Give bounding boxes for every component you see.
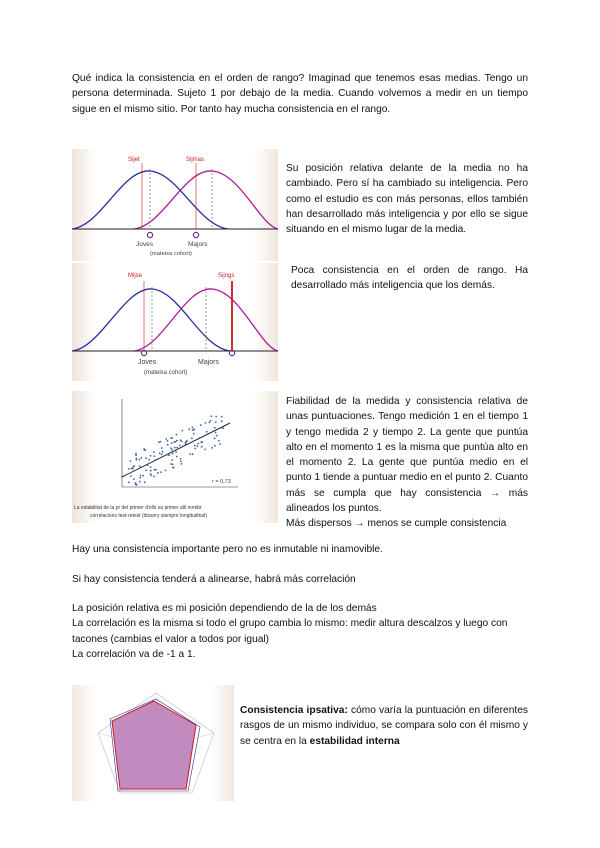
scatter-point [176,434,178,436]
scatter-point [132,466,134,468]
correlation-range-line: La correlación va de -1 a 1. [72,648,196,660]
fig1-top-right: Sijmas [186,157,205,163]
scatter-point [176,447,178,449]
scatter-point [145,457,147,459]
scatter-point [140,457,142,459]
blue-curve [72,171,228,229]
ipsative-body: cómo varía la puntuación en diferentes rasgos de un mismo individuo, se compara solo con él mismo y se centra en la [240,705,528,747]
scatter-point [194,448,196,450]
scatter-point [216,435,218,437]
radar-shape [112,701,196,789]
scatter-point [171,459,173,461]
scatter-point [176,456,178,458]
scatter-point [153,455,155,457]
scatter-point [215,432,217,434]
scatter-point [155,459,157,461]
scatter-point [143,448,145,450]
scatter-point [153,451,155,453]
text-position-unchanged: Su posición relativa delante de la media no ha cambiado. Pero sí ha cambiado su inteligencia. Pero como el estudio es con más personas, ellos también han desarrollado más inteligencia y por ello se sigue situando en el mismo lugar de la media. [286,163,528,236]
ipsative-emphasis: estabilidad interna [309,735,400,747]
scatter-point [215,416,217,418]
scatter-point [172,453,174,455]
scatter-point [167,454,169,456]
scatter-point [135,482,137,484]
scatter-point [167,444,169,446]
text-reliability-dispersed: Más dispersos → menos se cumple consistencia [286,518,507,530]
figure-radar-ipsative [72,685,234,801]
scatter-point [130,460,132,462]
scatter-point [186,440,188,442]
scatter-point [171,449,173,451]
scatter-point [170,452,172,454]
scatter-point [175,441,177,443]
scatter-point [165,438,167,440]
scatter-point [201,446,203,448]
scatter-point [180,461,182,463]
scatter-point [136,459,138,461]
scatter-point [161,447,163,449]
paragraph-consistency-not-immutable: Hay una consistencia importante pero no es inmutable ni inamovible. [72,544,383,555]
scatter-point [191,437,193,439]
scatter-point [193,433,195,435]
text-reliability-main: Fiabilidad de la medida y consistencia relativa de unas puntuaciones. Tengo medición 1 en el tiempo 1 y tengo medida 2 y tiempo 2. La gente que puntúa alto en el momento 1 es la misma que puntúa alto en el momento 2. La gente que puntúa medio en el punto 1 tiende a puntuar medio en el punto 2. Cuanto más se cumpla que hay consistencia → más alineados los puntos. [286,396,528,515]
scatter-point [189,453,191,455]
scatter-point [139,477,141,479]
scatter-point [128,481,130,483]
scatter-point [221,427,223,429]
marker-left [147,232,152,237]
scatter-point [154,469,156,471]
scatter-point [144,481,146,483]
scatter-point [170,447,172,449]
scatter-point [221,416,223,418]
scatter-point [165,470,167,472]
scatter-point [140,475,142,477]
fig3-caption-2: correlacions test-retest (dissery siempre longitudinal) [90,513,207,519]
scatter-point [167,440,169,442]
scatter-point [219,443,221,445]
scatter-point [128,468,130,470]
fig2-label-right: Majors [198,359,220,366]
fig1-label-right: Majors [188,241,208,248]
fig3-caption-1: La estabilitat de la pr del primer d'ells va primer alli nombr [74,505,202,511]
scatter-point [136,484,138,486]
scatter-point [142,475,144,477]
scatter-point [170,463,172,465]
scatter-point [194,445,196,447]
scatter-point [181,463,183,465]
scatter-point [188,429,190,431]
scatter-point [192,427,194,429]
relative-position-line: La posición relativa es mi posición dependiendo de la de los demás [72,603,377,614]
scatter-point [211,447,213,449]
scatter-point [185,443,187,445]
scatter-point [214,437,216,439]
scatter-point [196,445,198,447]
scatter-point [170,437,172,439]
scatter-point [176,440,178,442]
scatter-point [145,469,147,471]
fig2-top-right: Sijngs [218,273,235,279]
scatter-point [138,459,140,461]
scatter-point [192,453,194,455]
paragraph-relative-position [72,601,528,662]
scatter-point [172,463,174,465]
scatter-point [162,451,164,453]
scatter-point [160,441,162,443]
scatter-point [174,447,176,449]
scatter-point [175,451,177,453]
fig1-top-left: Sijet [128,157,140,163]
scatter-point [199,437,201,439]
scatter-point [135,453,137,455]
scatter-point [214,427,216,429]
figure-scatter-test-retest [72,391,278,523]
scatter-point [139,481,141,483]
scatter-point [204,449,206,451]
scatter-point [193,429,195,431]
scatter-point [150,473,152,475]
scatter-point [150,466,152,468]
scatter-point [182,445,184,447]
scatter-point [210,420,212,422]
scatter-point [131,468,133,470]
correlation-same-line: La correlación es la misma si todo el grupo cambia lo mismo: medir altura descalzos y luego con tacones (cambias el valor a todos por igual) [72,618,508,645]
ipsative-consistency-paragraph [240,703,528,749]
scatter-point [148,459,150,461]
scatter-point [153,476,155,478]
figure-bell-curves-consistent [72,149,278,261]
scatter-point [214,445,216,447]
marker-right [193,232,198,237]
paragraph-alignment: Si hay consistencia tenderá a alinearse, habrá más correlación [72,574,356,585]
fig1-caption: (mateixa cohort) [150,251,192,257]
fig1-label-left: Joves [136,241,153,248]
scatter-point [135,454,137,456]
scatter-point [181,430,183,432]
scatter-point [218,440,220,442]
scatter-point [209,422,211,424]
scatter-point [197,443,199,445]
scatter-point [221,420,223,422]
scatter-point [159,452,161,454]
scatter-point [173,467,175,469]
scatter-point [180,458,182,460]
r-label: r = 0,73 [212,479,231,485]
scatter-point [150,470,152,472]
scatter-point [168,454,170,456]
figure-bell-curves-inconsistent [72,263,278,381]
fig2-top-left: Mijse [128,273,143,279]
scatter-point [171,442,173,444]
scatter-point [200,441,202,443]
scatter-point [192,441,194,443]
scatter-point [179,445,181,447]
scatter-point [206,431,208,433]
scatter-point [180,439,182,441]
ipsative-title: Consistencia ipsativa: [240,705,348,716]
scatter-point [211,415,213,417]
fig2-caption: (mateixa cohort) [144,370,188,376]
scatter-point [157,472,159,474]
fig2-label-left: Joves [138,359,157,366]
scatter-point [205,422,207,424]
scatter-point [139,465,141,467]
intro-paragraph: Qué indica la consistencia en el orden de rango? Imaginad que tenemos esas medias. Tengo un persona determinada. Sujeto 1 por debajo de la media. Cuando volvemos a medir en un tiempo sigue en el mismo sitio. Por tanto hay mucha consistencia en el rango. [72,73,528,115]
regression-line [122,423,230,477]
scatter-point [200,424,202,426]
purple-curve [134,171,278,229]
scatter-point [133,478,135,480]
scatter-point [147,464,149,466]
scatter-point [161,453,163,455]
scatter-point [160,471,162,473]
scatter-point [192,429,194,431]
scatter-point [130,475,132,477]
text-low-rank-consistency: Poca consistencia en el orden de rango. Ha desarrollado más inteligencia que los demás. [291,265,528,292]
scatter-point [215,421,217,423]
scatter-point [150,455,152,457]
text-reliability [286,394,528,532]
